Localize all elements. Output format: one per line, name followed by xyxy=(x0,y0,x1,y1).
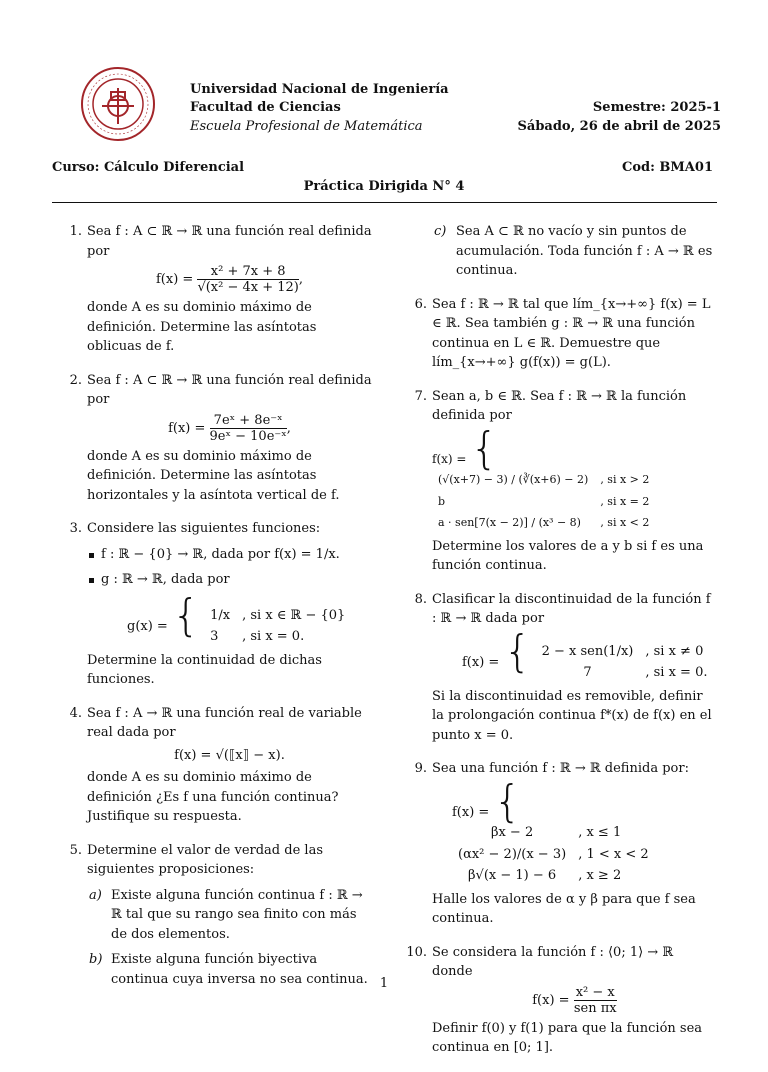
left-brace-icon: { xyxy=(493,775,522,827)
case-condition: , si x ∈ ℝ − {0} xyxy=(242,607,346,623)
problem-text: Considere las siguientes funciones: xyxy=(87,521,321,536)
problem-4 xyxy=(69,704,372,827)
eq-lhs: f(x) = xyxy=(155,272,194,287)
piecewise-equation xyxy=(432,422,717,534)
eq-lhs: f(x) = xyxy=(168,420,206,436)
fraction xyxy=(210,413,287,444)
problem-text: Definir f(0) y f(1) para que la función sea continua en [0; 1]. xyxy=(432,1020,703,1055)
problem-10 xyxy=(406,943,717,1058)
equation: f(x) = $\frac{\text{7eˣ + 8e⁻ˣ}}{\text{9eˣ − 10e⁻ˣ}}$ , xyxy=(168,412,291,444)
left-brace-icon: { xyxy=(503,625,532,677)
case-value: βx − 2 xyxy=(490,825,534,840)
case-value: b xyxy=(438,494,446,508)
page-number: 1 xyxy=(379,976,389,991)
problem-text: Sea f : A ⊂ ℝ → ℝ una función real definida por xyxy=(87,372,372,407)
subitem-c xyxy=(432,222,717,281)
denominator: √(x² − 4x + 12) xyxy=(197,280,299,295)
problem-text: donde A es su dominio máximo de definición. Determine las asíntotas oblicuas de f. xyxy=(87,300,317,354)
eq-lhs: f(x) = xyxy=(432,451,467,466)
problem-number: 5. xyxy=(69,842,82,858)
problem-number: 9. xyxy=(414,761,427,776)
eq-lhs: f(x) = xyxy=(462,654,500,670)
left-column xyxy=(69,222,372,1003)
problem-text: Sea f : A ⊂ ℝ → ℝ una función real definida por xyxy=(87,224,372,259)
problem-text: donde A es su dominio máximo de definición ¿Es f una función continua? Justifique su respuesta. xyxy=(87,770,339,824)
eq-lhs: f(x) = xyxy=(452,804,490,820)
subitem-text: Existe alguna función continua f : ℝ → ℝ tal que su rango sea finito con más de dos elementos. xyxy=(111,887,363,942)
problem-number: 6. xyxy=(414,296,427,312)
equation: f(x) = √(⟦x⟧ − x). xyxy=(174,747,285,763)
numerator: x² − x xyxy=(575,984,615,1000)
case-condition: , x ≤ 1 xyxy=(578,825,622,840)
cases xyxy=(204,605,351,648)
eq-lhs: g(x) = xyxy=(127,618,168,634)
equation: f(x) = $\frac{\text{x² + 7x + 8}}{\text{√(x² − 4x + 12)}}$ , xyxy=(155,264,304,295)
case-value: 7 xyxy=(583,665,592,680)
exam-date: Sábado, 26 de abril de 2025 xyxy=(517,119,721,134)
problem-text: Si la discontinuidad es removible, definir la prolongación continua f*(x) de f(x) en el punto x = 0. xyxy=(432,688,712,743)
cases xyxy=(536,641,714,684)
case-value: 2 − x sen(1/x) xyxy=(541,643,634,659)
problem-5-continued xyxy=(432,222,717,281)
subitem-label: b) xyxy=(89,952,103,967)
cases xyxy=(452,822,655,887)
problem-number: 7. xyxy=(414,388,427,404)
semester: Semestre: 2025-1 xyxy=(592,100,721,115)
subitem-a xyxy=(87,886,372,945)
problem-number: 3. xyxy=(69,521,82,536)
cases xyxy=(432,469,655,534)
practice-title: Práctica Dirigida N° 4 xyxy=(303,179,465,194)
course-code: Cod: BMA01 xyxy=(622,160,713,175)
problem-text: Halle los valores de α y β para que f sea continua. xyxy=(432,891,696,926)
university-seal xyxy=(80,66,156,142)
case-value: (√(x+7) − 3) / (∛(x+6) − 2) xyxy=(438,473,589,486)
problem-number: 1. xyxy=(69,224,82,239)
case-condition: , si x = 0. xyxy=(242,629,305,644)
left-brace-icon: { xyxy=(470,422,499,474)
problem-text: Sea una función f : ℝ → ℝ definida por: xyxy=(432,761,689,776)
case-value: (αx² − 2)/(x − 3) xyxy=(458,846,567,862)
denominator: 9eˣ − 10e⁻ˣ xyxy=(209,428,287,444)
case-condition: , si x = 2 xyxy=(600,494,650,508)
subitem-text: Existe alguna función biyectiva continua cuya inversa no sea continua. xyxy=(111,952,368,987)
case-condition: , x ≥ 2 xyxy=(578,868,622,883)
problem-number: 8. xyxy=(414,591,427,607)
case-condition: , si x > 2 xyxy=(600,473,650,486)
header-divider xyxy=(52,202,717,203)
problem-text: Sea f : ℝ → ℝ tal que lím_{x→+∞} f(x) = L ∈ ℝ. Sea también g : ℝ → ℝ una función continua en L ∈ ℝ. Demuestre que lím_{x→+∞} g(f(x)) = g(L). xyxy=(432,296,711,370)
case-value: 1/x xyxy=(210,607,231,623)
case-condition: , si x ≠ 0 xyxy=(645,643,704,659)
problem-text: Determine el valor de verdad de las siguientes proposiciones: xyxy=(87,842,323,877)
problem-6 xyxy=(414,295,717,373)
problem-text: Sean a, b ∈ ℝ. Sea f : ℝ → ℝ la función definida por xyxy=(432,388,687,423)
case-value: β√(x − 1) − 6 xyxy=(468,868,557,883)
problem-number: 2. xyxy=(69,372,82,388)
problem-text: Determine la continuidad de dichas funciones. xyxy=(87,652,322,687)
problem-text: Se considera la función f : ⟨0; 1⟩ → ℝ donde xyxy=(432,944,674,979)
piecewise-equation xyxy=(452,775,717,887)
fraction xyxy=(197,264,298,295)
university-name: Universidad Nacional de Ingeniería xyxy=(190,82,449,97)
problem-text: Clasificar la discontinuidad de la función f : ℝ → ℝ dada por xyxy=(432,591,711,626)
problem-text: Sea f : A → ℝ una función real de variable real dada por xyxy=(87,705,362,740)
piecewise-equation xyxy=(462,625,717,684)
case-value: 3 xyxy=(210,629,219,644)
school-name: Escuela Profesional de Matemática xyxy=(190,119,423,134)
eq-lhs: f(x) = xyxy=(532,992,570,1008)
problem-text: Determine los valores de a y b si f es una función continua. xyxy=(432,538,704,573)
problem-text: donde A es su dominio máximo de definición. Determine las asíntotas horizontales y la asíntota vertical de f. xyxy=(87,448,340,503)
subitem-label: c) xyxy=(434,224,447,239)
bullet-g: g : ℝ → ℝ, dada por xyxy=(87,570,372,590)
subitem-text: Sea A ⊂ ℝ no vacío y sin puntos de acumulación. Toda función f : A → ℝ es continua. xyxy=(456,224,713,278)
left-brace-icon: { xyxy=(171,589,200,641)
problem-number: 10. xyxy=(406,944,427,960)
problem-3 xyxy=(69,519,372,690)
problem-9 xyxy=(414,759,717,929)
problem-5 xyxy=(69,841,372,990)
subitem-label: a) xyxy=(89,887,102,903)
case-condition: , 1 < x < 2 xyxy=(578,846,649,862)
problem-number: 4. xyxy=(69,705,82,721)
problem-1 xyxy=(69,222,372,357)
numerator: 7eˣ + 8e⁻ˣ xyxy=(210,413,287,429)
case-condition: , si x < 2 xyxy=(600,516,650,529)
course-name: Curso: Cálculo Diferencial xyxy=(52,160,245,175)
problem-7 xyxy=(414,387,717,576)
problem-8 xyxy=(414,590,717,746)
piecewise-equation xyxy=(127,589,372,648)
case-condition: , si x = 0. xyxy=(645,665,708,680)
faculty-name: Facultad de Ciencias xyxy=(190,100,341,115)
right-column xyxy=(406,222,717,1072)
problem-2 xyxy=(69,371,372,506)
bullet-f: f : ℝ − {0} → ℝ, dada por f(x) = 1/x. xyxy=(87,545,372,565)
case-value: a · sen[7(x − 2)] / (x³ − 8) xyxy=(438,516,581,529)
denominator: sen πx xyxy=(573,1000,617,1016)
numerator: x² + 7x + 8 xyxy=(197,264,298,280)
